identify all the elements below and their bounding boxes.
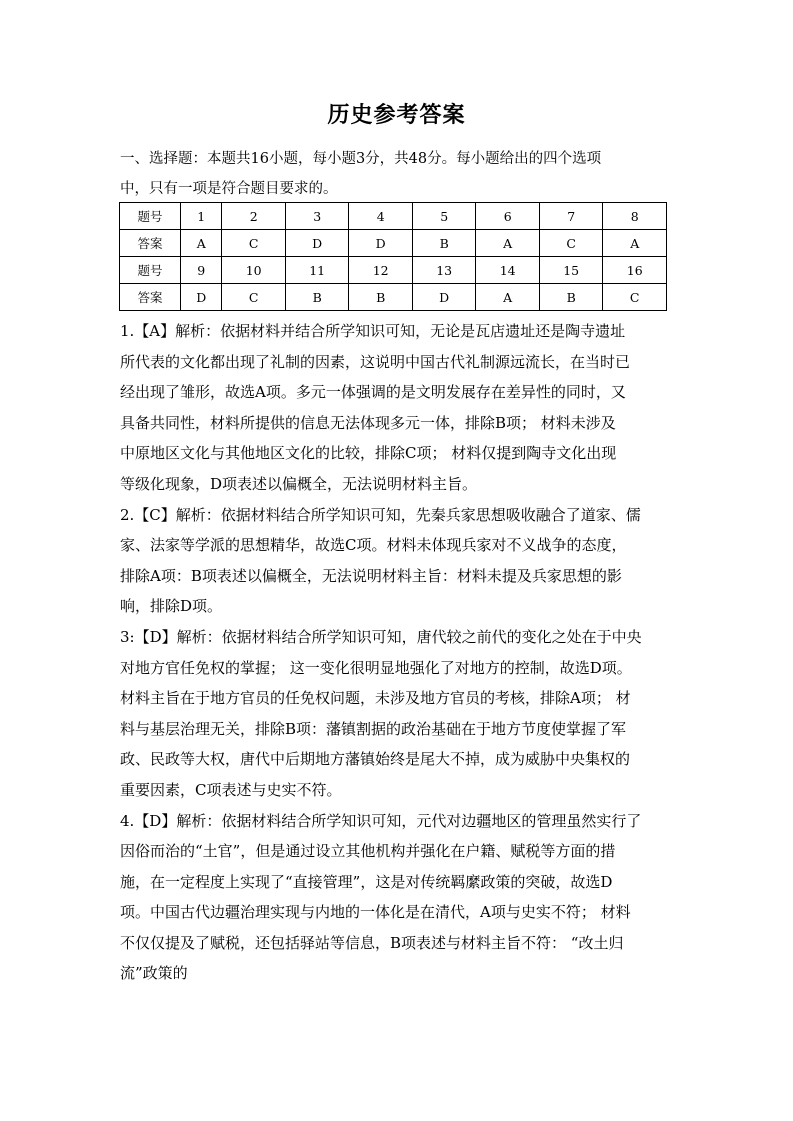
- table-cell: A: [476, 230, 540, 257]
- intro-line: 中，只有一项是符合题目要求的。: [120, 181, 338, 197]
- table-cell: 答案: [120, 284, 181, 311]
- table-cell: 1: [181, 203, 222, 230]
- explanation-line: 料与基层治理无关，排除B项：藩镇割据的政治基础在于地方节度使掌握了军: [120, 719, 627, 738]
- table-cell: B: [285, 284, 349, 311]
- table-cell: 9: [181, 257, 222, 284]
- explanation-line: 因俗而治的“土官”，但是通过设立其他机构并强化在户籍、赋税等方面的措: [120, 842, 616, 861]
- table-row: [120, 257, 667, 284]
- explanation-line: 对地方官任免权的掌握； 这一变化很明显地强化了对地方的控制，故选D项。: [120, 658, 632, 677]
- table-cell: 6: [476, 203, 540, 230]
- table-cell: 14: [476, 257, 540, 284]
- explanation-item-3: [120, 622, 680, 806]
- page-title: 历史参考答案: [327, 103, 466, 128]
- explanation-line: 经出现了雏形，故选A项。多元一体强调的是文明发展存在差异性的同时，又: [120, 383, 626, 402]
- table-row: [120, 203, 667, 230]
- explanations: [120, 316, 680, 989]
- table-row: [120, 284, 667, 311]
- table-cell: 5: [412, 203, 476, 230]
- explanation-line: 重要因素，C项表述与史实不符。: [120, 780, 342, 799]
- explanation-line: 3:【D】解析：依据材料结合所学知识可知，唐代较之前代的变化之处在于中央: [120, 627, 642, 646]
- explanation-item-1: [120, 316, 680, 500]
- table-cell: 13: [412, 257, 476, 284]
- table-cell: 题号: [120, 257, 181, 284]
- table-cell: D: [349, 230, 413, 257]
- table-cell: D: [181, 284, 222, 311]
- table-cell: 2: [222, 203, 286, 230]
- explanation-line: 家、法家等学派的思想精华，故选C项。材料未体现兵家对不义战争的态度，: [120, 536, 627, 555]
- table-cell: 10: [222, 257, 286, 284]
- table-cell: 7: [539, 203, 603, 230]
- table-cell: C: [603, 284, 667, 311]
- explanation-line: 政、民政等大权，唐代中后期地方藩镇始终是尾大不掉，成为威胁中央集权的: [120, 750, 631, 769]
- table-cell: D: [285, 230, 349, 257]
- table-cell: 11: [285, 257, 349, 284]
- explanation-line: 施，在一定程度上实现了“直接管理”，这是对传统羁縻政策的突破，故选D: [120, 872, 613, 891]
- explanation-line: 排除A项：B项表述以偏概全，无法说明材料主旨：材料未提及兵家思想的影: [120, 566, 622, 585]
- explanation-line: 所代表的文化都出现了礼制的因素，这说明中国古代礼制源远流长，在当时已: [120, 352, 631, 371]
- explanation-line: 4.【D】解析：依据材料结合所学知识可知，元代对边疆地区的管理虽然实行了: [120, 811, 642, 830]
- intro-line: 一、选择题：本题共16小题，每小题3分，共48分。每小题给出的四个选项: [120, 151, 602, 167]
- explanation-line: 材料主旨在于地方官员的任免权问题，未涉及地方官员的考核，排除A项； 材: [120, 689, 631, 708]
- table-cell: C: [539, 230, 603, 257]
- table-row: [120, 230, 667, 257]
- table-cell: A: [181, 230, 222, 257]
- table-cell: B: [539, 284, 603, 311]
- explanation-item-2: [120, 500, 680, 622]
- table-cell: 题号: [120, 203, 181, 230]
- table-cell: 3: [285, 203, 349, 230]
- table-cell: 答案: [120, 230, 181, 257]
- explanation-line: 不仅仅提及了赋税，还包括驿站等信息，B项表述与材料主旨不符： “改土归: [120, 933, 624, 952]
- table-cell: C: [222, 284, 286, 311]
- explanation-line: 项。中国古代边疆治理实现与内地的一体化是在清代，A项与史实不符； 材料: [120, 903, 631, 922]
- explanation-line: 1.【A】解析：依据材料并结合所学知识可知，无论是瓦店遗址还是陶寺遗址: [120, 322, 626, 340]
- table-cell: 15: [539, 257, 603, 284]
- table-cell: B: [349, 284, 413, 311]
- table-cell: C: [222, 230, 286, 257]
- answer-table: [119, 202, 667, 311]
- table-cell: A: [603, 230, 667, 257]
- table-cell: 16: [603, 257, 667, 284]
- explanation-line: 具备共同性，材料所提供的信息无法体现多元一体，排除B项； 材料未涉及: [120, 413, 616, 432]
- table-cell: 12: [349, 257, 413, 284]
- table-cell: B: [412, 230, 476, 257]
- explanation-line: 2.【C】解析：依据材料结合所学知识可知，先秦兵家思想吸收融合了道家、儒: [120, 505, 641, 524]
- explanation-line: 等级化现象，D项表述以偏概全，无法说明材料主旨。: [120, 474, 478, 493]
- explanation-line: 流”政策的: [120, 964, 188, 983]
- section-intro: [120, 144, 678, 204]
- explanation-item-4: [120, 806, 680, 990]
- table-cell: 8: [603, 203, 667, 230]
- table-cell: A: [476, 284, 540, 311]
- explanation-line: 中原地区文化与其他地区文化的比较，排除C项； 材料仅提到陶寺文化出现: [120, 444, 617, 463]
- table-cell: 4: [349, 203, 413, 230]
- table-cell: D: [412, 284, 476, 311]
- explanation-line: 响，排除D项。: [120, 597, 223, 616]
